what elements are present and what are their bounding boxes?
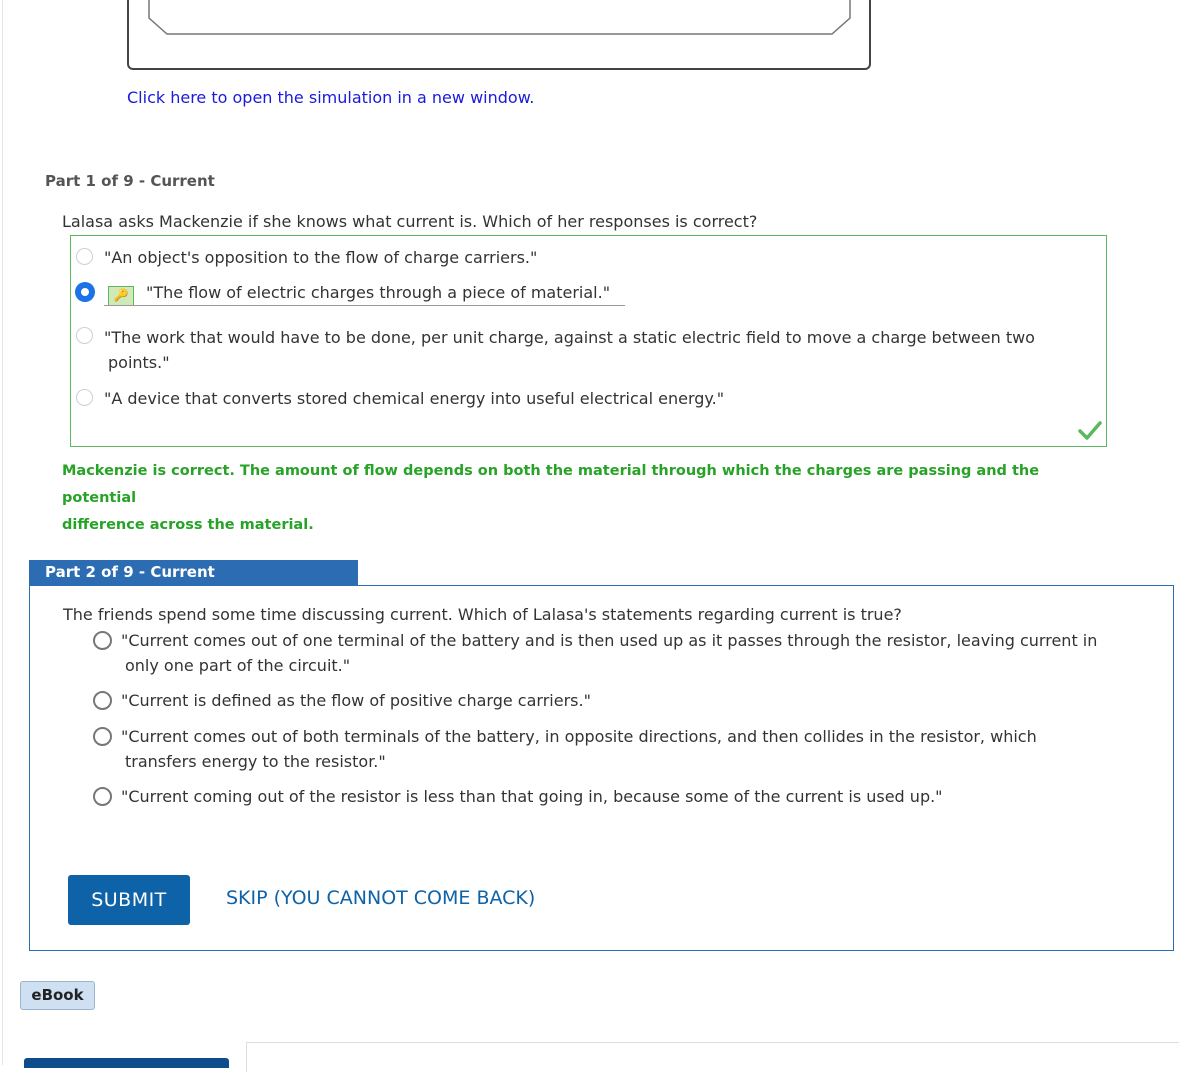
bottom-panel-border bbox=[246, 1042, 247, 1072]
part1-option-1-radio bbox=[76, 248, 93, 265]
part1-question: Lalasa asks Mackenzie if she knows what current is. Which of her responses is correct? bbox=[62, 212, 758, 231]
part2-option-4-line1: "Current coming out of the resistor is less than that going in, because some of the current is used up." bbox=[121, 787, 943, 806]
part2-option-2-radio[interactable] bbox=[93, 691, 112, 710]
part1-option-3-line1: "The work that would have to be done, per unit charge, against a static electric field to move a charge between two bbox=[104, 328, 1035, 347]
bottom-panel-top-border bbox=[246, 1042, 1179, 1043]
part2-option-4-radio[interactable] bbox=[93, 787, 112, 806]
part2-option-3-line2: transfers energy to the resistor." bbox=[125, 752, 386, 771]
part1-option-2-text: "The flow of electric charges through a piece of material." bbox=[146, 283, 611, 302]
bottom-tab-bar bbox=[24, 1058, 229, 1068]
simulation-frame bbox=[127, 0, 871, 70]
skip-button[interactable]: SKIP (YOU CANNOT COME BACK) bbox=[226, 887, 536, 909]
part2-option-1-radio[interactable] bbox=[93, 631, 112, 650]
part1-option-3-line2: points." bbox=[108, 353, 170, 372]
part2-option-3-text[interactable] bbox=[121, 724, 1037, 774]
part2-option-1-line1: "Current comes out of one terminal of the battery and is then used up as it passes through the resistor, leaving current in bbox=[121, 631, 1098, 650]
check-icon bbox=[1078, 420, 1102, 440]
page-left-rule bbox=[2, 0, 3, 1065]
part1-option-4-radio bbox=[76, 389, 93, 406]
submit-button[interactable]: SUBMIT bbox=[68, 875, 190, 925]
part2-option-4-text[interactable] bbox=[121, 784, 943, 809]
simulation-canvas[interactable] bbox=[147, 0, 847, 32]
part2-option-3-line1: "Current comes out of both terminals of the battery, in opposite directions, and then collides in the resistor, which bbox=[121, 727, 1037, 746]
part2-option-1-text[interactable] bbox=[121, 628, 1097, 678]
part1-option-3-text bbox=[104, 325, 1035, 375]
part2-question: The friends spend some time discussing current. Which of Lalasa's statements regarding current is true? bbox=[63, 605, 902, 624]
part2-option-2-line1: "Current is defined as the flow of positive charge carriers." bbox=[121, 691, 591, 710]
part2-title: Part 2 of 9 - Current bbox=[29, 560, 358, 585]
part1-option-1-text: "An object's opposition to the flow of charge carriers." bbox=[104, 248, 538, 267]
ebook-button[interactable]: eBook bbox=[20, 981, 95, 1010]
part1-option-4-text: "A device that converts stored chemical energy into useful electrical energy." bbox=[104, 389, 725, 408]
part1-feedback-line1: Mackenzie is correct. The amount of flow depends on both the material through which the charges are passing and the potential bbox=[62, 463, 1040, 506]
part2-option-3-radio[interactable] bbox=[93, 727, 112, 746]
part2-option-2-text[interactable] bbox=[121, 688, 591, 713]
part1-feedback-line2: difference across the material. bbox=[62, 517, 314, 533]
part2-option-1-line2: only one part of the circuit." bbox=[125, 656, 351, 675]
part1-title: Part 1 of 9 - Current bbox=[45, 172, 215, 190]
correct-answer-underline bbox=[104, 305, 625, 306]
key-icon: 🔑 bbox=[108, 286, 134, 306]
part1-option-3-radio bbox=[76, 327, 93, 344]
part1-option-2-radio-selected bbox=[75, 282, 95, 302]
open-simulation-link[interactable]: Click here to open the simulation in a new window. bbox=[127, 88, 535, 107]
simulation-circuit-graphic bbox=[147, 0, 852, 36]
part1-feedback bbox=[62, 458, 1092, 539]
